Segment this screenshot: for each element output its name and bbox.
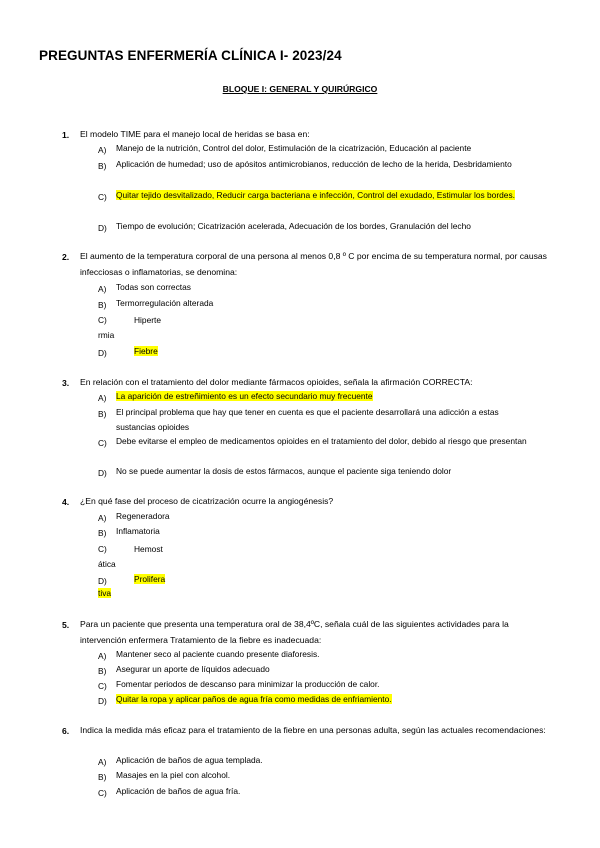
question-number: 5. — [62, 620, 70, 630]
question-text: Para un paciente que presenta una temperatura oral de 38,4ºC, señala cuál de las siguientes actividades para la intervención enfermera Tratamiento de la fiebre es inadecuada: — [80, 619, 509, 645]
option-letter: C) — [98, 192, 107, 202]
option-letter: A) — [98, 393, 107, 403]
option-letter: D) — [98, 576, 107, 586]
option-letter: A) — [98, 513, 107, 523]
question-text: ¿En qué fase del proceso de cicatrización ocurre la angiogénesis? — [80, 496, 334, 506]
question-number: 6. — [62, 726, 70, 736]
option-text: No se puede aumentar la dosis de estos fármacos, aunque el paciente siga teniendo dolor — [116, 466, 452, 476]
option-letter: A) — [98, 145, 107, 155]
option-letter: C) — [98, 544, 107, 554]
option-text-highlighted — [134, 572, 165, 587]
option-text: Fomentar periodos de descanso para minimizar la producción de calor. — [116, 679, 380, 689]
question-text: Indica la medida más eficaz para el tratamiento de la fiebre en una personas adulta, según las actuales recomendaciones: — [80, 725, 546, 735]
option-text: Todas son correctas — [116, 282, 191, 292]
option-text: Mantener seco al paciente cuando presente diaforesis. — [116, 649, 320, 659]
option-letter: A) — [98, 757, 107, 767]
option-letter: D) — [98, 223, 107, 233]
option-text: Aplicación de humedad; uso de apósitos antimicrobianos, reducción de lecho de la herida, Desbridamiento — [116, 159, 512, 169]
question-text: El aumento de la temperatura corporal de una persona al menos 0,8 º C por encima de su temperatura normal, por causas infecciosas o inflamatorias, se denomina: — [80, 251, 547, 277]
block-title: BLOQUE I: GENERAL Y QUIRÚRGICO — [222, 84, 378, 94]
option-letter: C) — [98, 681, 107, 691]
option-text: Debe evitarse el empleo de medicamentos opioides en el tratamiento del dolor, debido al riesgo que presentan — [116, 436, 527, 446]
option-letter: B) — [98, 666, 107, 676]
option-letter: C) — [98, 438, 107, 448]
option-text: Hiperte — [134, 315, 161, 325]
option-text: Tiempo de evolución; Cicatrización acelerada, Adecuación de los bordes, Granulación del lecho — [116, 221, 471, 231]
option-letter: B) — [98, 528, 107, 538]
option-text-highlighted — [116, 188, 546, 203]
option-text-highlighted — [134, 344, 158, 359]
option-letter: D) — [98, 468, 107, 478]
option-letter: C) — [98, 788, 107, 798]
question-number: 2. — [62, 252, 70, 262]
option-letter: A) — [98, 284, 107, 294]
option-letter: B) — [98, 409, 107, 419]
option-text: Masajes en la piel con alcohol. — [116, 770, 231, 780]
question-text: El modelo TIME para el manejo local de heridas se basa en: — [80, 129, 310, 139]
option-text: Manejo de la nutrición, Control del dolor, Estimulación de la cicatrización, Educación al paciente — [116, 143, 472, 153]
option-text: Termorregulación alterada — [116, 298, 214, 308]
option-text-highlighted — [116, 692, 546, 707]
option-text: Aplicación de baños de agua templada. — [116, 755, 263, 765]
question-number: 4. — [62, 497, 70, 507]
question-number: 1. — [62, 130, 70, 140]
option-letter: D) — [98, 348, 107, 358]
question-text: En relación con el tratamiento del dolor mediante fármacos opioides, señala la afirmación CORRECTA: — [80, 377, 473, 387]
option-text-continued-highlighted — [98, 586, 111, 601]
answer-highlight: Quitar la ropa y aplicar paños de agua fría como medidas de enfriamiento. — [116, 694, 392, 704]
answer-highlight: Fiebre — [134, 346, 158, 356]
answer-highlight: Prolifera — [134, 574, 166, 584]
option-text: Inflamatoria — [116, 526, 160, 536]
answer-highlight: tiva — [98, 588, 112, 598]
option-text: Aplicación de baños de agua fría. — [116, 786, 241, 796]
option-letter: C) — [98, 315, 107, 325]
option-text-continued: ática — [98, 559, 116, 569]
option-text-highlighted — [116, 389, 546, 404]
option-text: El principal problema que hay que tener en cuenta es que el paciente desarrollará una adicción a estas sustancias opioides — [116, 407, 499, 432]
answer-highlight: La aparición de estreñimiento es un efecto secundario muy frecuente — [116, 391, 373, 401]
option-text-continued: rmia — [98, 330, 115, 340]
option-text: Hemost — [134, 544, 163, 554]
page-title: PREGUNTAS ENFERMERÍA CLÍNICA I- 2023/24 — [39, 48, 342, 63]
option-letter: A) — [98, 651, 107, 661]
option-text: Asegurar un aporte de líquidos adecuado — [116, 664, 270, 674]
option-letter: B) — [98, 300, 107, 310]
question-number: 3. — [62, 378, 70, 388]
block-heading — [0, 84, 600, 94]
answer-highlight: Quitar tejido desvitalizado, Reducir carga bacteriana e infección, Control del exudado, Estimular los bordes. — [116, 190, 515, 200]
option-letter: B) — [98, 161, 107, 171]
option-letter: D) — [98, 696, 107, 706]
option-letter: B) — [98, 772, 107, 782]
option-text: Regeneradora — [116, 511, 170, 521]
